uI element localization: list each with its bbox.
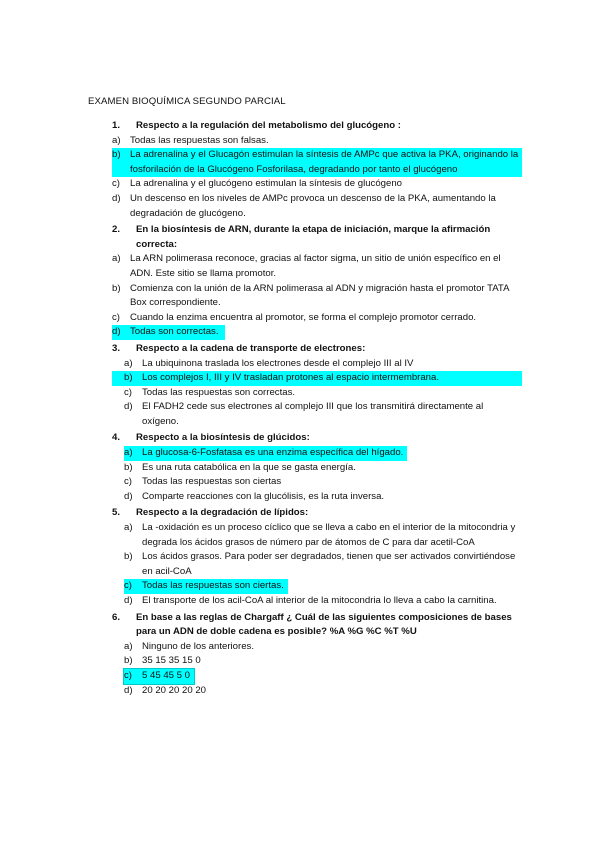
option-text: Los complejos I, III y IV trasladan protones al espacio intermembrana. — [142, 372, 440, 384]
option-text: Los ácidos grasos. Para poder ser degradados, tienen que ser activados convirtiéndose en acil-CoA — [142, 551, 516, 577]
option-3d — [112, 400, 522, 429]
option-letter: c) — [112, 178, 120, 190]
option-2d-highlighted — [112, 325, 522, 340]
option-3a — [112, 357, 522, 372]
question-4 — [112, 431, 522, 446]
question-2 — [112, 223, 522, 252]
option-6c-highlighted — [112, 669, 522, 684]
option-letter: a) — [112, 253, 121, 265]
option-2c — [112, 311, 522, 326]
option-text: El transporte de los acil-CoA al interior de la mitocondria lo lleva a cabo la carnitina. — [142, 595, 497, 606]
exam-content — [112, 117, 522, 698]
question-text: Respecto a la regulación del metabolismo del glucógeno : — [136, 120, 401, 131]
option-2a — [112, 252, 522, 281]
question-text: Respecto a la degradación de lípidos: — [136, 507, 309, 519]
option-5b — [112, 550, 522, 579]
question-number: 1. — [112, 120, 121, 131]
question-number: 3. — [112, 342, 121, 354]
option-text: Ninguno de los anteriores. — [142, 640, 254, 652]
option-text: La adrenalina y el Glucagón estimulan la síntesis de AMPc que activa la PKA, originando la fosforilación de la Glucógeno Fosforilasa, degradando por tanto el glucógeno — [130, 149, 519, 175]
option-letter: a) — [124, 522, 133, 534]
option-text: La -oxidación es un proceso cíclico que se lleva a cabo en el interior de la mitocondria y degrada los ácidos grasos de número par de átomos de C para dar acetil-CoA — [142, 522, 516, 548]
option-6d — [112, 684, 522, 699]
question-6 — [112, 611, 522, 640]
question-3 — [112, 342, 522, 357]
option-text: Todas las respuestas son correctas. — [142, 386, 296, 398]
option-6b — [112, 654, 522, 669]
question-text: En la biosíntesis de ARN, durante la etapa de iniciación, marque la afirmación correcta: — [136, 224, 491, 250]
option-2b — [112, 282, 522, 311]
option-letter: b) — [112, 149, 121, 161]
question-text: Respecto a la cadena de transporte de electrones: — [136, 342, 366, 354]
option-4d — [112, 490, 522, 505]
option-5c-highlighted — [112, 579, 522, 594]
option-5a — [112, 521, 522, 550]
option-1b-highlighted — [112, 148, 522, 177]
option-5d — [112, 594, 522, 609]
option-text: La glucosa-6-Fosfatasa es una enzima específica del hígado. — [142, 447, 404, 459]
option-text: El FADH2 cede sus electrones al complejo III que los transmitirá directamente al oxígeno. — [142, 401, 484, 427]
option-1d — [112, 192, 522, 221]
option-letter: d) — [112, 326, 121, 338]
option-letter: c) — [124, 669, 132, 681]
question-number: 4. — [112, 432, 121, 444]
option-letter: b) — [124, 655, 133, 667]
option-letter: d) — [124, 401, 133, 413]
option-3b-highlighted — [112, 371, 522, 386]
page-title: EXAMEN BIOQUÍMICA SEGUNDO PARCIAL — [88, 96, 286, 107]
option-text: Comparte reacciones con la glucólisis, es la ruta inversa. — [142, 490, 385, 502]
option-letter: b) — [112, 282, 121, 294]
question-number: 6. — [112, 611, 121, 623]
question-text: Respecto a la biosíntesis de glúcidos: — [136, 432, 310, 444]
option-text: La ubiquinona traslada los electrones desde el complejo III al IV — [142, 357, 414, 369]
option-letter: a) — [112, 134, 121, 146]
option-text: 5 45 45 5 0 — [142, 669, 191, 681]
option-3c — [112, 386, 522, 401]
option-1c — [112, 177, 522, 192]
option-letter: d) — [124, 684, 133, 696]
option-letter: c) — [112, 311, 120, 323]
option-text: 35 15 35 15 0 — [142, 655, 201, 667]
option-letter: a) — [124, 447, 133, 459]
option-4b — [112, 461, 522, 476]
option-4a-highlighted — [112, 446, 522, 461]
option-letter: c) — [124, 580, 132, 592]
option-4c — [112, 475, 522, 490]
option-letter: b) — [124, 372, 133, 384]
option-letter: c) — [124, 476, 132, 488]
option-text: Cuando la enzima encuentra al promotor, se forma el complejo promotor cerrado. — [130, 311, 477, 323]
question-number: 5. — [112, 507, 121, 519]
option-text: 20 20 20 20 20 — [142, 684, 207, 696]
question-1 — [112, 119, 522, 134]
option-letter: b) — [124, 551, 133, 563]
option-letter: b) — [124, 461, 133, 473]
question-5 — [112, 506, 522, 521]
option-text: La ARN polimerasa reconoce, gracias al factor sigma, un sitio de unión específico en el ADN. Este sitio se llama promotor. — [130, 253, 501, 279]
question-text: En base a las reglas de Chargaff ¿ Cuál de las siguientes composiciones de bases para un ADN de doble cadena es posible? %A %G %C %T %U — [136, 611, 512, 638]
option-letter: a) — [124, 357, 133, 369]
option-text: Todas las respuestas son ciertas. — [142, 580, 284, 592]
option-text: Todas las respuestas son ciertas — [142, 476, 282, 488]
option-letter: d) — [112, 192, 121, 204]
question-number: 2. — [112, 224, 121, 236]
option-text: La adrenalina y el glucógeno estimulan la síntesis de glucógeno — [130, 178, 403, 190]
option-letter: c) — [124, 386, 132, 398]
option-letter: d) — [124, 490, 133, 502]
option-text: Un descenso en los niveles de AMPc provoca un descenso de la PKA, aumentando la degradación de glucógeno. — [130, 192, 496, 219]
option-letter: a) — [124, 640, 133, 652]
option-text: Todas las respuestas son falsas. — [130, 134, 269, 146]
option-6a — [112, 640, 522, 655]
option-letter: d) — [124, 595, 133, 606]
option-text: Es una ruta catabólica en la que se gasta energía. — [142, 461, 356, 473]
option-1a — [112, 134, 522, 149]
option-text: Todas son correctas. — [130, 326, 219, 338]
option-text: Comienza con la unión de la ARN polimerasa al ADN y migración hasta el promotor TATA Box correspondiente. — [130, 282, 509, 309]
